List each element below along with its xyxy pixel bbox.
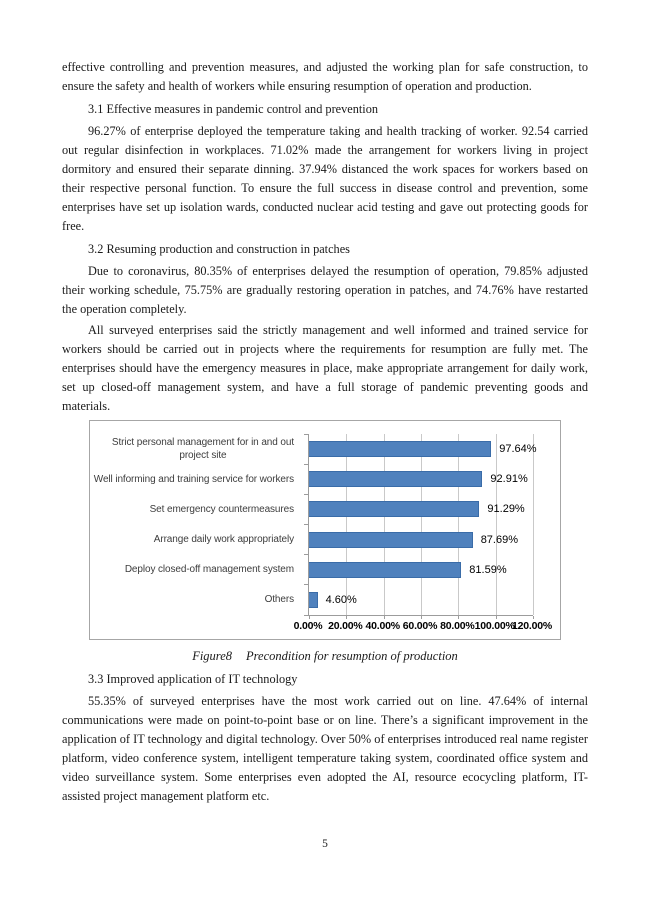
- category-label: [94, 473, 294, 486]
- category-label: [150, 503, 294, 516]
- category-label-line: project site: [179, 450, 227, 462]
- bar: [309, 441, 491, 457]
- bar: [309, 592, 318, 608]
- category-label: [125, 563, 294, 576]
- category-axis-tick-mark: [304, 615, 308, 616]
- x-axis-labels: [293, 620, 553, 634]
- section-3-3-paragraph: 55.35% of surveyed enterprises have the most work carried out on line. 47.64% of internal communications were made on point-to-point base or on line. There’s a significant improvement in the application of IT technology and digital technology. Over 50% of enterprises introduced real name register platform, video conference system, intelligent temperature taking system, coordinated office system and video surveillance system. Some enterprises even adopted the AI, resource ecocycling platform, IT-assisted project management platform etc.: [62, 694, 588, 803]
- category-row: [90, 464, 301, 494]
- category-label-line: Well informing and training service for workers: [93, 473, 294, 485]
- figure-caption-text: Precondition for resumption of production: [246, 649, 458, 663]
- bar-value-label: 97.64%: [499, 443, 537, 456]
- section-3-2-paragraph-2: All surveyed enterprises said the strictly management and well informed and trained service for workers should be carried out in projects where the requirements for resumption are fully met. The enterprises should have the emergency measures in place, make appropriate arrangement for daily work, set up closed-off management system, and have a full storage of pandemic preventing goods and materials.: [62, 323, 588, 413]
- x-axis-tick-mark: [421, 616, 422, 619]
- category-label: [265, 593, 294, 606]
- bar-value-label: 91.29%: [487, 503, 525, 516]
- bar-row: [309, 494, 533, 524]
- x-axis-tick-label: 120.00%: [511, 620, 553, 632]
- category-label-line: Deploy closed-off management system: [124, 564, 294, 576]
- category-row: [90, 555, 301, 585]
- bar-value-label: 81.59%: [469, 563, 507, 576]
- section-heading-3-1: 3.1 Effective measures in pandemic control and prevention: [88, 102, 379, 116]
- category-label-line: Others: [264, 594, 294, 606]
- intro-paragraph: effective controlling and prevention measures, and adjusted the working plan for safe construction, to ensure the safety and health of workers while ensuring resumption of operation and production.: [62, 60, 588, 93]
- bar: [309, 501, 479, 517]
- category-axis-tick-mark: [304, 464, 308, 465]
- section-3-2-paragraph-1: Due to coronavirus, 80.35% of enterprises delayed the resumption of operation, 79.85% adjusted their working schedule, 75.75% are gradually restoring operation in patches, and 74.76% have restarted the operation completely.: [62, 264, 588, 316]
- plot-area: [308, 434, 537, 616]
- bar-row: [309, 555, 533, 585]
- category-label-line: Set emergency countermeasures: [149, 503, 294, 515]
- category-label: [112, 436, 294, 462]
- section-heading-3-3: 3.3 Improved application of IT technology: [88, 672, 298, 686]
- bar-value-label: 92.91%: [490, 473, 528, 486]
- bar: [309, 532, 473, 548]
- x-axis-tick-label: 0.00%: [293, 620, 323, 632]
- bar: [309, 562, 461, 578]
- category-row: [90, 524, 301, 554]
- figure8-bar-chart: [89, 420, 561, 640]
- bar-row: [309, 434, 537, 464]
- figure-caption: [62, 648, 588, 664]
- x-axis-tick-label: 20.00%: [328, 620, 363, 632]
- category-axis-tick-mark: [304, 494, 308, 495]
- x-axis-tick-label: 60.00%: [402, 620, 438, 632]
- x-axis-tick-label: 100.00%: [474, 620, 515, 632]
- bar: [309, 471, 482, 487]
- x-axis-tick-mark: [309, 616, 310, 619]
- x-axis-tick-mark: [533, 616, 534, 619]
- gridline: [533, 434, 534, 615]
- chart-category-axis-labels: [90, 434, 301, 615]
- section-3-1-paragraph: 96.27% of enterprise deployed the temperature taking and health tracking of worker. 92.54 carried out regular disinfection in workplaces. 71.02% made the arrangement for workers living in project dormitory and ensured their separate dinning. 37.94% distanced the work spaces for workers based on their respective personal function. To ensure the full success in disease control and prevention, some enterprises have set up isolation wards, conducted nuclear acid testing and gave out protecting goods for free.: [62, 124, 588, 233]
- category-axis-tick-mark: [304, 434, 308, 435]
- figure-label: Figure8: [192, 649, 232, 663]
- category-label: [154, 533, 294, 546]
- category-label-line: Arrange daily work appropriately: [153, 534, 294, 546]
- section-heading-3-2: 3.2 Resuming production and construction in patches: [88, 242, 350, 256]
- x-axis-tick-mark: [496, 616, 497, 619]
- x-axis-tick-label: 40.00%: [365, 620, 400, 632]
- bar-row: [309, 524, 533, 554]
- category-row: [90, 585, 301, 615]
- x-axis-tick-mark: [458, 616, 459, 619]
- x-axis-tick-mark: [384, 616, 385, 619]
- category-row: [90, 434, 301, 464]
- category-row: [90, 494, 301, 524]
- bar-value-label: 87.69%: [480, 533, 518, 546]
- category-axis-tick-mark: [304, 554, 308, 555]
- bar-value-label: 4.60%: [325, 593, 357, 606]
- category-axis-tick-mark: [304, 584, 308, 585]
- category-label-line: Strict personal management for in and out: [111, 437, 294, 449]
- x-axis-tick-mark: [346, 616, 347, 619]
- page-number: 5: [322, 838, 328, 850]
- category-axis-tick-mark: [304, 524, 308, 525]
- x-axis-tick-label: 80.00%: [440, 620, 475, 632]
- bar-row: [309, 585, 533, 615]
- bar-row: [309, 464, 533, 494]
